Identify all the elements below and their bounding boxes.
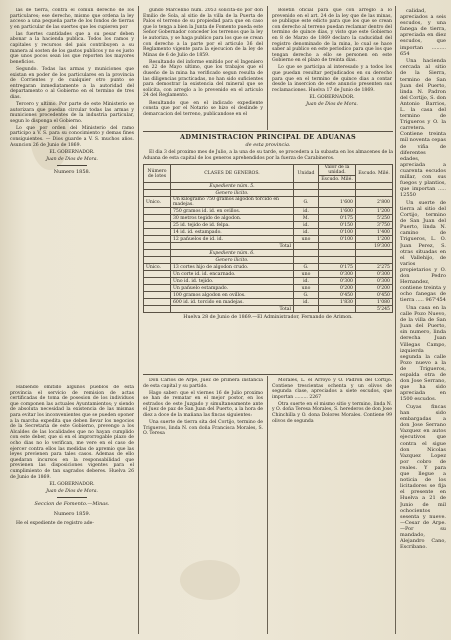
paragraph: Don Carlos de Arpe, Juez de primera instancia de esta capital y su partido.: [143, 378, 263, 389]
item-value: 1'600: [319, 197, 356, 208]
notice-title: ADMINISTRACION PRINCIPAL DE ADUANAS: [180, 133, 356, 141]
item-value: 0'100: [319, 229, 356, 236]
paragraph: Resultando del informe emitido por el Ingeniero en 22 de Mayo ultimo, que los trabajos que el duseño de la mina ha verificado segun resulta de las diligencias practicadas, no han sido suficientes para demostrar la existencia del mineral que se solicita, con arreglo a lo prevenido en el articulo 24 del Reglamento.: [143, 59, 263, 99]
item-value: 0'450: [319, 292, 356, 299]
notice-subtitle: de esta provincia.: [245, 142, 291, 148]
table-row: [144, 299, 393, 306]
item-unit: M.: [294, 215, 319, 222]
table-row: [144, 197, 393, 208]
total-value: 19'300: [356, 243, 393, 250]
signature-title: EL GOBERNADOR.: [49, 149, 95, 155]
item-unit: id.: [294, 299, 319, 306]
item-total: 5'250: [356, 215, 393, 222]
table-row: [144, 236, 393, 243]
item-total: 1'400: [356, 229, 393, 236]
table-row: [144, 208, 393, 215]
item-unit: uno: [294, 285, 319, 292]
item-total: 0'450: [356, 292, 393, 299]
paragraph: Cuyas fincas han sido embargadas a don Jose Serrano Vazquez en autos ejecutivos que contra el sigue don Nicolas Vazquez Lopez por cobro de reales. Y para que llegue a noticia de los licitadores se fija el presente en Huelva a 21 de Junio de mil ochocientos sesenta y nueve.—Cesar de Arpe.—Por su mandado, Alejandro Cano, Escribano.: [400, 404, 446, 551]
header-total: Escudo. Milé.: [356, 165, 393, 183]
item-unit: id.: [294, 208, 319, 215]
item-desc: Un pañuelo estampado.: [171, 285, 294, 292]
section-heading: Seccion de Fomento.—Minas.: [34, 501, 110, 508]
item-unit: G.: [294, 197, 319, 208]
table-row: [144, 222, 393, 229]
paragraph: Un suerte de tierra al sitio del Cortijo, termino de San Juan del Puerto, linda N. camino de Trigueros, L. O. Juan Perez, S. otras situadas en el Vallehijo, de varios propietarios y O. don Pedro Hernandez, contiene treinta y ocho fanegas de tierra ..... 967'454: [400, 199, 446, 304]
item-unit: id.: [294, 278, 319, 285]
table-row: [144, 257, 393, 264]
auction-table: [143, 164, 393, 313]
column-4: [400, 8, 446, 633]
genero-label: Genero ilicito.: [171, 190, 294, 197]
item-desc: 100 gramos algodon en ovillos.: [171, 292, 294, 299]
item-value: 0'300: [319, 271, 356, 278]
item-total: 0'300: [356, 271, 393, 278]
item-desc: 750 gramos id. id. en ovillos.: [171, 208, 294, 215]
paragraph: Boletin oficial para que con arreglo a lo prevenido en el art. 24 de la ley que de las minas, se publique este edicto para que los que se crean con derecho al terreno puedan reclamar dentro del termino de quince dias, y visto que este Gobierno en 8 de Marzo de 1869 declaro la caducidad del registro denominado de la mina, lo cual se hace saber al publico en este periodico para que los que tengan derecho a ello se personen en este Gobierno en el plazo de treinta dias.: [272, 8, 392, 64]
column-1: [10, 8, 134, 180]
item-desc: 13 cortes hijo de algodon crudo.: [171, 264, 294, 271]
paragraph: calidad, apreciados a seis escudos, y una fanega de tierra, apreciada en diez escudos, que importan ......... 654: [400, 8, 446, 57]
table-row: [144, 264, 393, 271]
notice-footer: Huelva 28 de Junio de 1869.—El Administrador, Fernando de Arimon.: [183, 315, 353, 321]
item-desc: Uno id. id. tejido.: [171, 278, 294, 285]
item-unit: G.: [294, 292, 319, 299]
paragraph: Habiendo omitido algunos pueblos de esta provincia el servicio de remision de actas certificadas de toma de posesion de los individuos que componen las actuales Ayuntamientos; y siendo de absoluta necesidad la existencia de las mismas para evitar los inconvenientes que se pueden oponer a la marcha expedita que deben llevar los negocios de la Secretaria de este Gobierno, prevengo a los Alcaldes de las localidades que no hayan cumplido con este deber, que si en el improrrogable plazo de ocho dias no lo verifican, me vere en el caso de ejercer contra ellos las medidas de apremio que las leyes previenen para tales casos. Ademas de ello quedaran incursos en la responsabilidad que previenen las disposiciones vigentes para el cumplimiento de tan sagrados deberes. Huelva 26 de Junio de 1869.: [10, 385, 134, 480]
paragraph: Una suerte de tierra sita del Cortijo, termino de Trigueros, linda N. con doña Francisca Morales, S. O. Teresa: [143, 420, 263, 437]
signature-name: Juan de Dios de Mora.: [46, 488, 98, 494]
column-rule: [267, 6, 268, 130]
paragraph: Tercero y ultimo. Por parte de este Ministerio se autorizara que puedan circular todas las armas y municiones procedentes de la industria particular, segun lo disponga el Gobierno.: [10, 102, 134, 124]
item-value: 1'600: [319, 208, 356, 215]
item-total: 1'080: [356, 299, 393, 306]
paragraph: Segundo. Todas las armas y municiones que existan en poder de los particulares en la provincia de Corrientes y de cualquier otro punto se entregaran inmediatamente a la autoridad del departamento o al Gobierno en el termino de tres dias.: [10, 66, 134, 100]
lot-label: Unico.: [144, 197, 171, 208]
paragraph: He el expediente de registro ade-: [16, 521, 94, 527]
paragraph: Lo que se participa al interesado y a todos los que puedan resultar perjudicados en su derecho para que en el termino de quince dias a contar desde la insercion de este anuncio presenten sus reclamaciones. Huelva 17 de Junio de 1869.: [272, 65, 392, 93]
paragraph: Morales, L. el Arroyo y O. Padron del Cortijo. Contiene trescientas ochenta y un olivos de segunda clase, apreciados a siete escudos, que importan ......... 2267: [272, 378, 392, 400]
table-header-row: [144, 165, 393, 176]
item-desc: 25 id. tejido de id. felpa.: [171, 222, 294, 229]
table-row: [144, 229, 393, 236]
item-total: 0'200: [356, 285, 393, 292]
item-value: 0'175: [319, 264, 356, 271]
notice-intro: El dia 3 del proximo mes de Julio, a la una de su tarde, se procedera a la subasta en los almacenes de la Aduana de esta capital de los generos aprehendidos por la fuerza de Carabineros.: [143, 150, 393, 161]
paragraph: Una casa en la calle Pozo Nuevo, de la villa de San Juan del Puerto, sin numero, linda derecha Juan Villegas Campo, izquierda segunda la calle Pozo nuevo a la de Trigueros, espalda otra de don Jose Serrano, que ha sido apreciada en 1500 escudos.: [400, 305, 446, 403]
paragraph: las fuertes cantidades que a su pesar deben abonar a la hacienda publica. Todos los ramos y capitales y recursos del pais contribuyen a su manera al sosten de los gastos publicos y no es justo que unos pocos sean los que reporten los mayores beneficios.: [10, 31, 134, 65]
signature-title: EL GOBERNADOR.: [309, 94, 355, 100]
table-total-row: [144, 306, 393, 313]
column-rule: [267, 376, 268, 634]
total-label: Total: [171, 243, 294, 250]
table-row: [144, 292, 393, 299]
header-lots: Número de lotes: [144, 165, 171, 183]
customs-notice: [143, 133, 393, 320]
table-row: [144, 190, 393, 197]
table-row: [144, 285, 393, 292]
paragraph: las de tierra, contra el comun derecho de los particulares; ese derecho, mismo que ordena la ley acceso a una pequeña parte de los fondos de tierras y en particular de las suertes que les cupieren por: [10, 8, 134, 30]
column-1-lower: [10, 385, 134, 529]
item-value: 0'200: [319, 285, 356, 292]
item-unit: uno: [294, 236, 319, 243]
separator: [57, 497, 87, 498]
expediente-label: Expediente núm. 6.: [171, 250, 294, 257]
item-desc: 600 id. id. torcido en madejas.: [171, 299, 294, 306]
item-value: 1'830: [319, 299, 356, 306]
section-rule: [143, 131, 393, 132]
column-2-lower: [143, 378, 263, 633]
item-total: 2'800: [356, 197, 393, 208]
item-value: 0'150: [319, 222, 356, 229]
total-label: Total: [171, 306, 294, 313]
header-classes: CLASES DE GENEROS.: [171, 165, 294, 183]
table-row: [144, 278, 393, 285]
paragraph: Lo que por orden del Ministerio del ramo participo a V. S. para su conocimiento y demas fines consiguientes. — Dios guarde a V. S. muchos años. Asuncion 26 de Junio de 1869.: [10, 125, 134, 148]
header-unit: Unidad: [294, 165, 319, 183]
signature-title: EL GOBERNADOR.: [49, 481, 95, 487]
header-escudo: Escudo. Milé.: [319, 176, 356, 183]
item-total: 3'750: [356, 222, 393, 229]
item-desc: 30 metros tegido de algodon.: [171, 215, 294, 222]
item-unit: id.: [294, 229, 319, 236]
column-3: [272, 8, 392, 130]
paragraph: Hago saber: que el viernes 16 de Julio proximo se han de rematar en el mejor postor, en los estrados de este Juzgado y simultaneamente ante el Juez de paz de San Juan del Puerto, a la hora de diez a doce de la mañana las fincas siguientes:: [143, 390, 263, 419]
genero-label: Genero ilicito.: [171, 257, 294, 264]
item-value: 0'100: [319, 236, 356, 243]
section-rule: [143, 374, 393, 375]
item-desc: 14 id. id. estampado.: [171, 229, 294, 236]
expediente-label: Expediente núm. 5.: [171, 183, 294, 190]
table-row: [144, 250, 393, 257]
item-total: 1'200: [356, 236, 393, 243]
column-2: [143, 8, 263, 130]
item-value: 0'300: [319, 278, 356, 285]
lot-label: Unico.: [144, 264, 171, 271]
column-rule: [138, 6, 139, 634]
item-desc: Un corte id. id. encarnado.: [171, 271, 294, 278]
notice-number: Numero 1858.: [53, 169, 91, 176]
item-total: 1'200: [356, 208, 393, 215]
item-unit: G.: [294, 264, 319, 271]
signature-name: Juan de Dios de Mora.: [46, 156, 98, 162]
item-desc: 12 pañuelos de id. id.: [171, 236, 294, 243]
table-row: [144, 183, 393, 190]
column-3-lower: [272, 378, 392, 633]
item-unit: id.: [294, 222, 319, 229]
item-total: 0'300: [356, 278, 393, 285]
paragraph: gundo Marcelino núm. 2053 solicita-do por don Emilio de Sola, al sitio de la villa de la Puerta de Palos el terreno de su propiedad para que en caso que lo tenga a bien la Junta de Fomento pueda este Señor Gobernador conceder los terrenos que la ley le autoriza, y se haga publico para los que se crean con derecho a la parte por el articulo 36 del Reglamento vigente para la ejecucion de la ley de Minas de 6 de Julio de 1859.: [143, 8, 263, 58]
notice-number: Numero 1859.: [53, 510, 91, 517]
header-value: Valor de la unidad.: [319, 165, 356, 176]
table-row: [144, 215, 393, 222]
item-desc: Un kilogramo 750 gramos algodon torcido en madejas.: [171, 197, 294, 208]
paragraph: Una hacienda cercada al sitio de la Sierra, termino de San Juan del Puerto, linda N. Padron del Cortijo, S. don Antonio Barrios, L. la casa del termino de Trigueros y O. la carretera. Contiene treinta mil noventa cepas de viña de diferentes edades, apreciada a cuarenta escudos millar, con sus fuegos y plantios, que importan ..... 12550: [400, 58, 446, 199]
item-unit: uno: [294, 271, 319, 278]
paragraph: Resultando que en el indicado expediente consta que por el Notario se hizo el deslinde y demarcacion del terreno, publicandose en el: [143, 100, 263, 117]
table-row: [144, 271, 393, 278]
paragraph: Otra suerte en el mismo sitio y termino, linda N. y O. doña Teresa Morales, S. herederos de don Jose Chinchilla y O. dona Dolores Morales. Contiene 99 olivos de segunda: [272, 401, 392, 424]
column-rule: [395, 6, 396, 634]
separator: [57, 165, 87, 166]
total-value: 5'245: [356, 306, 393, 313]
item-value: 0'175: [319, 215, 356, 222]
signature-name: Juan de Dios de Mora.: [306, 102, 358, 107]
table-total-row: [144, 243, 393, 250]
item-total: 2'275: [356, 264, 393, 271]
